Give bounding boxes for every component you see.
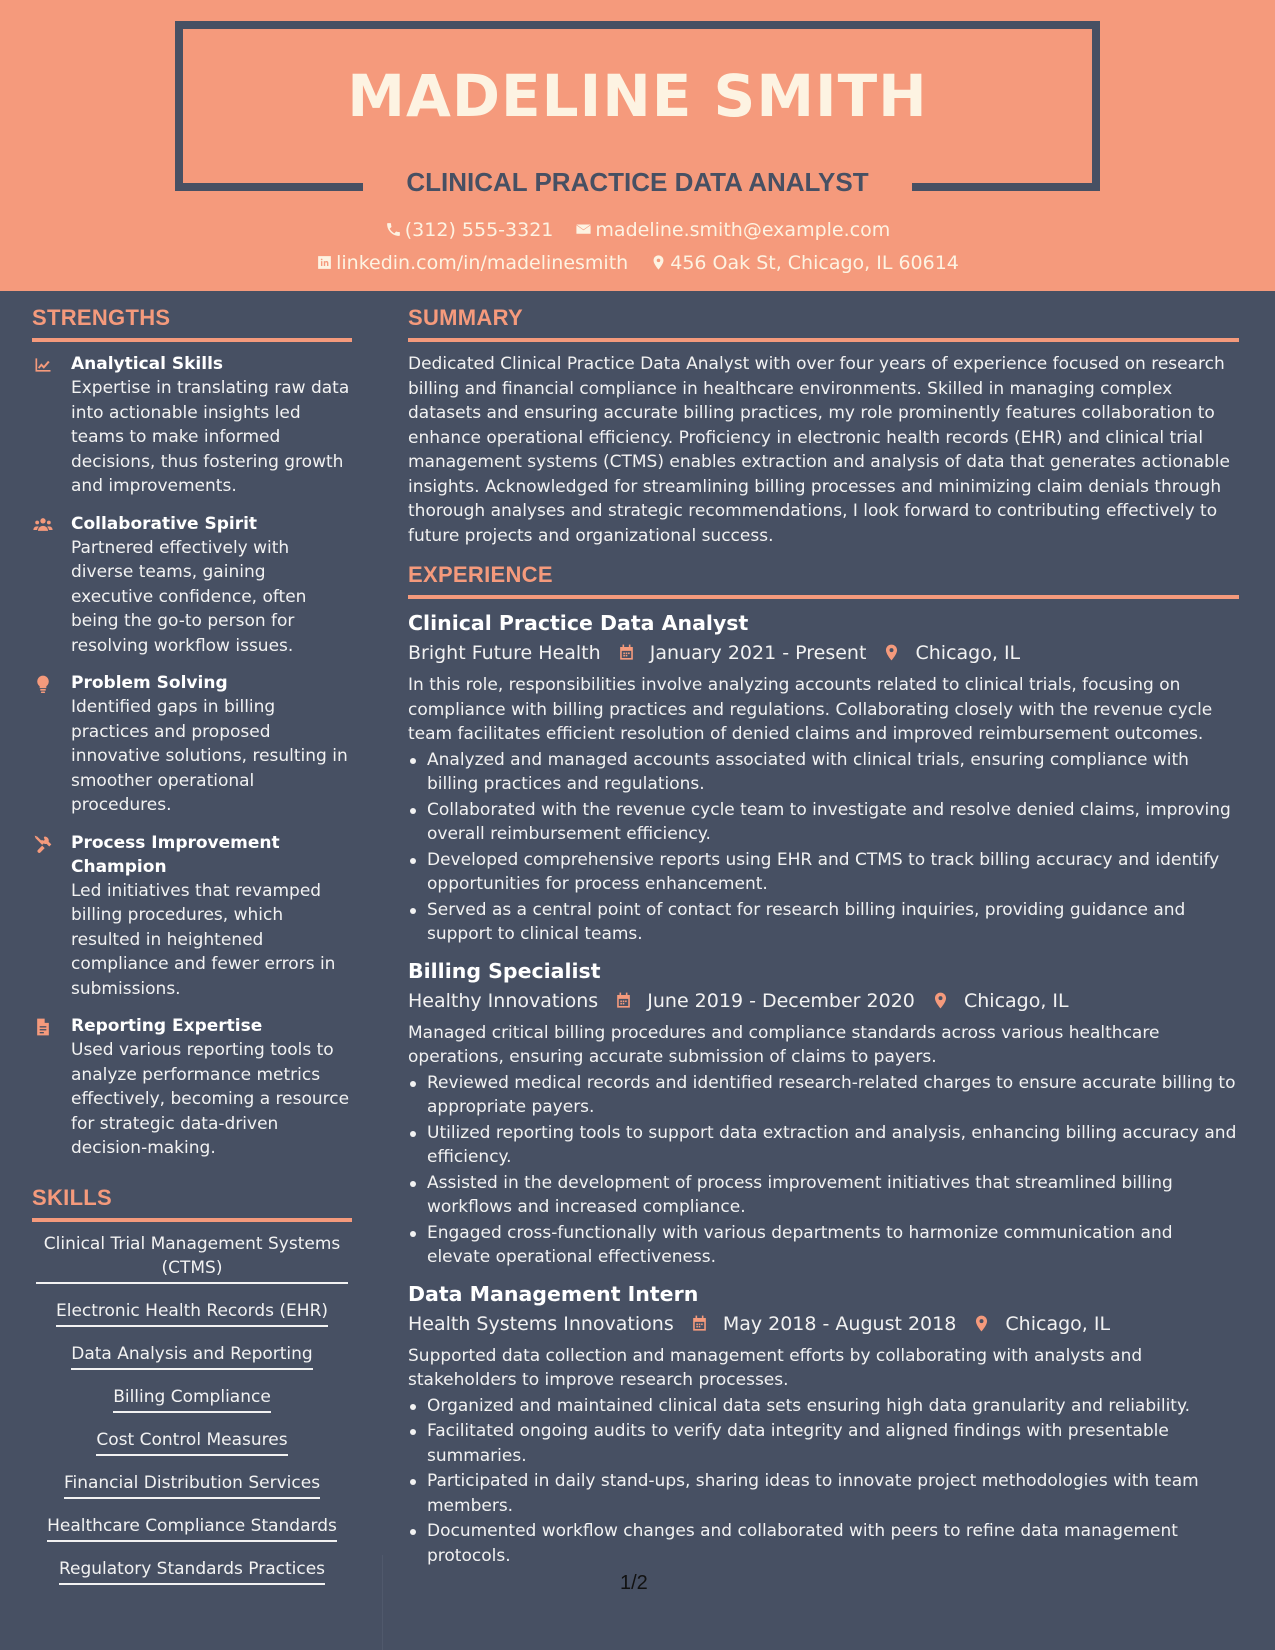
strength-item (32, 512, 352, 659)
skill-item: Financial Distribution Services (64, 1471, 320, 1499)
job-bullet: Reviewed medical records and identified research-related charges to ensure accurate billing to appropriate payers. (408, 1071, 1239, 1120)
map-pin-icon (972, 1313, 991, 1335)
contact-row-1 (0, 219, 1275, 241)
job-title: Billing Specialist (408, 958, 601, 983)
phone-icon (385, 221, 402, 238)
job-description: Supported data collection and management efforts by collaborating with analysts and stakeholders to improve research processes. (408, 1345, 1143, 1390)
contact-address (650, 252, 959, 274)
skills-list (32, 1232, 352, 1600)
experience-entry (408, 957, 1239, 1270)
contact-phone[interactable] (385, 219, 554, 241)
job-bullet: Served as a central point of contact for research billing inquiries, providing guidance and support to clinical teams. (408, 898, 1239, 947)
map-pin-icon (931, 990, 950, 1012)
map-pin-icon (882, 642, 901, 664)
map-pin-icon (650, 254, 667, 271)
calendar-icon (690, 1313, 709, 1335)
job-dates: June 2019 - December 2020 (647, 989, 915, 1012)
strength-title: Analytical Skills (71, 354, 224, 374)
left-column (32, 303, 352, 1600)
company-name: Bright Future Health (408, 642, 601, 664)
page-number: 1/2 (620, 1572, 648, 1594)
job-bullet: Organized and maintained clinical data sets ensuring high data granularity and reliability. (408, 1394, 1239, 1419)
linkedin-text: linkedin.com/in/madelinesmith (336, 252, 629, 274)
job-bullet: Developed comprehensive reports using EHR and CTMS to track billing accuracy and identify opportunities for process enhancement. (408, 848, 1239, 897)
job-description: Managed critical billing procedures and compliance standards across various healthcare operations, ensuring accurate submission of claims to payers. (408, 1022, 1160, 1067)
strength-item (32, 671, 352, 818)
address-text: 456 Oak St, Chicago, IL 60614 (670, 252, 959, 274)
job-bullets (408, 748, 1239, 947)
strength-item (32, 1014, 352, 1161)
strength-item (32, 352, 352, 499)
job-bullet: Utilized reporting tools to support data extraction and analysis, enhancing billing accuracy and efficiency. (408, 1121, 1239, 1170)
job-bullet: Documented workflow changes and collaborated with peers to refine data management protocols. (408, 1519, 1239, 1568)
job-title: Data Management Intern (408, 1281, 699, 1306)
job-bullet: Engaged cross-functionally with various departments to harmonize communication and elevate operational effectiveness. (408, 1221, 1239, 1270)
job-title: Clinical Practice Data Analyst (408, 611, 749, 635)
job-meta (408, 985, 1239, 1017)
strength-description: Partnered effectively with diverse teams, gaining executive confidence, often being the go-to person for resolving workflow issues. (71, 537, 307, 656)
strength-title: Reporting Expertise (71, 1016, 263, 1036)
strength-description: Expertise in translating raw data into actionable insights led teams to make informed decisions, thus fostering growth and improvements. (71, 378, 350, 496)
company-name: Health Systems Innovations (408, 1312, 674, 1335)
job-bullet: Collaborated with the revenue cycle team to investigate and resolve denied claims, improving overall reimbursement efficiency. (408, 798, 1239, 847)
contact-email[interactable] (575, 219, 890, 241)
strength-description: Identified gaps in billing practices and proposed innovative solutions, resulting in smoother operational procedures. (71, 697, 348, 815)
skill-item: Electronic Health Records (EHR) (56, 1299, 328, 1327)
experience-heading: EXPERIENCE (408, 560, 1239, 599)
skill-item: Billing Compliance (113, 1385, 271, 1413)
job-location: Chicago, IL (1005, 1312, 1111, 1335)
document-icon (32, 1017, 54, 1037)
job-dates: May 2018 - August 2018 (722, 1312, 957, 1335)
contact-row-2 (0, 252, 1275, 274)
users-icon (32, 515, 54, 535)
calendar-icon (614, 990, 633, 1012)
strength-title: Process Improvement Champion (71, 832, 280, 877)
job-role-title: CLINICAL PRACTICE DATA ANALYST (406, 167, 869, 197)
calendar-icon (617, 642, 636, 664)
skills-heading: SKILLS (32, 1183, 352, 1222)
envelope-icon (575, 221, 592, 238)
summary-heading: SUMMARY (408, 303, 1239, 342)
strength-title: Problem Solving (71, 673, 228, 693)
skill-item: Healthcare Compliance Standards (47, 1514, 337, 1542)
skill-item: Clinical Trial Management Systems (CTMS) (36, 1232, 348, 1284)
company-name: Healthy Innovations (408, 989, 599, 1012)
email-text: madeline.smith@example.com (595, 219, 891, 241)
column-divider (382, 1555, 383, 1650)
skill-item: Data Analysis and Reporting (71, 1342, 312, 1370)
summary-text: Dedicated Clinical Practice Data Analyst with over four years of experience focused on research billing and financial compliance in healthcare environments. Skilled in managing complex datasets and ensuring accurate billing practices, my role prominently features collaboration to enhance operational efficiency. Proficiency in electronic health records (EHR) and clinical trial management systems (CTMS) enables extraction and analysis of data that generates actionable insights. Acknowledged for streamlining billing processes and minimizing claim denials through thorough analyses and strategic recommendations, I look forward to contributing effectively to future projects and organizational success. (408, 354, 1230, 546)
job-bullets (408, 1071, 1239, 1270)
phone-text: (312) 555-3321 (404, 219, 554, 241)
candidate-name: MADELINE SMITH (347, 62, 928, 130)
job-meta (408, 1308, 1239, 1340)
resume-header (0, 0, 1275, 291)
experience-entry (408, 1280, 1239, 1569)
right-column (408, 303, 1239, 1578)
job-dates: January 2021 - Present (649, 642, 867, 664)
strength-item (32, 831, 352, 1002)
job-meta (408, 637, 1239, 669)
skill-item: Regulatory Standards Practices (59, 1557, 325, 1585)
job-bullet: Participated in daily stand-ups, sharing ideas to innovate project methodologies with team members. (408, 1469, 1239, 1518)
job-bullet: Assisted in the development of process improvement initiatives that streamlined billing workflows and increased compliance. (408, 1171, 1239, 1220)
contact-linkedin[interactable] (316, 252, 628, 274)
line-chart-icon (32, 355, 54, 375)
linkedin-icon (316, 254, 333, 271)
strengths-heading: STRENGTHS (32, 303, 352, 342)
strength-description: Led initiatives that revamped billing procedures, which resulted in heightened compliance and fewer errors in submissions. (71, 880, 336, 999)
job-bullets (408, 1394, 1239, 1569)
job-bullet: Facilitated ongoing audits to verify data integrity and aligned findings with presentable summaries. (408, 1419, 1239, 1468)
job-location: Chicago, IL (915, 642, 1021, 664)
job-bullet: Analyzed and managed accounts associated with clinical trials, ensuring compliance with billing practices and regulations. (408, 748, 1239, 797)
strength-description: Used various reporting tools to analyze performance metrics effectively, becoming a resource for strategic data-driven decision-making. (71, 1040, 350, 1158)
lightbulb-icon (32, 674, 54, 694)
job-location: Chicago, IL (963, 989, 1069, 1012)
strength-title: Collaborative Spirit (71, 513, 258, 534)
skill-item: Cost Control Measures (96, 1428, 287, 1456)
job-description: In this role, responsibilities involve analyzing accounts related to clinical trials, focusing on compliance with billing practices and regulations. Collaborating closely with the revenue cycle team facilitates efficient resolution of denied claims and improved reimbursement outcomes. (408, 675, 1213, 744)
tools-icon (32, 834, 54, 854)
experience-entry (408, 609, 1239, 947)
